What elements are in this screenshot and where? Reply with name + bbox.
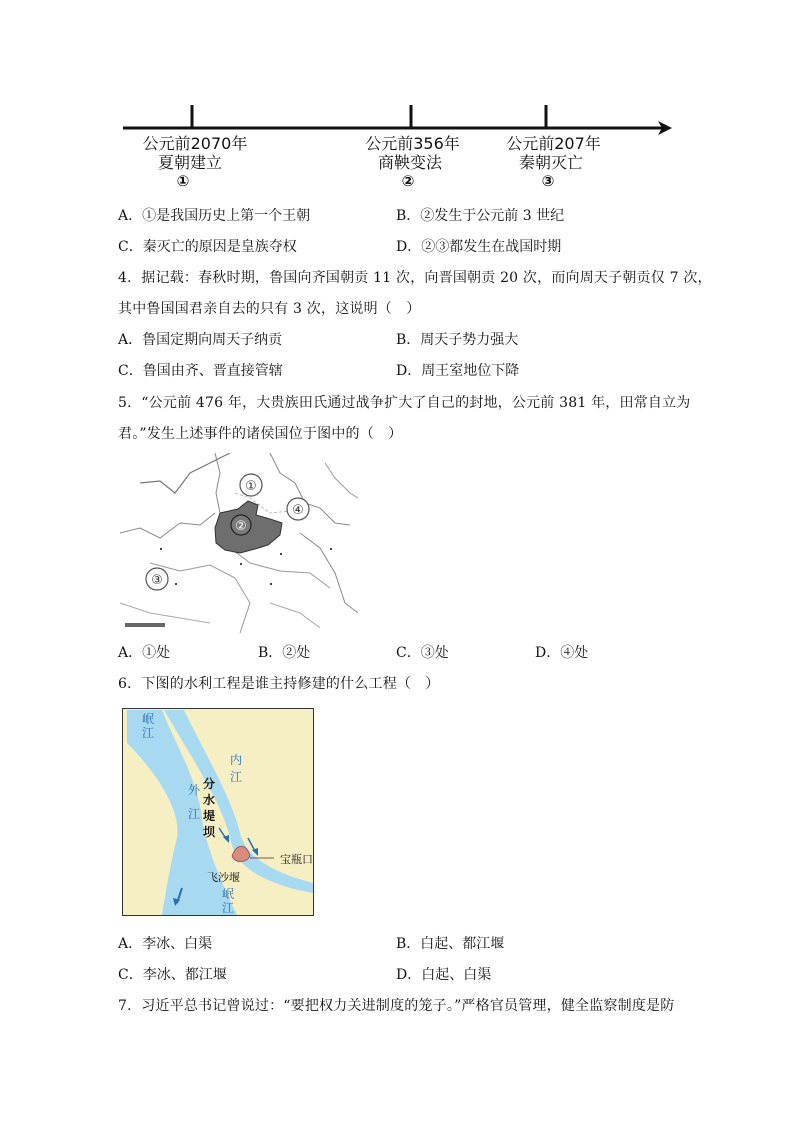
q5-stem-line1: 5．“公元前 476 年，大贵族田氏通过战争扩大了自己的封地，公元前 381 年，田常自立为: [118, 395, 691, 411]
q3-option-d[interactable]: D．②③都发生在战国时期: [396, 239, 562, 255]
q3-option-c[interactable]: C．秦灭亡的原因是皇族夺权: [118, 239, 297, 255]
map-label-2: ②: [235, 519, 247, 534]
q4-stem-line2: 其中鲁国国君亲自去的只有 3 次，这说明（ ）: [118, 301, 421, 317]
timeline-event-2: 商鞅变法: [377, 153, 442, 172]
q6-option-d[interactable]: D．白起、白渠: [396, 967, 492, 983]
label-min-jiang-bottom: 岷江: [222, 887, 235, 915]
label-min-jiang-top: 岷江: [142, 712, 155, 740]
q4-stem-line1: 4．据记载：春秋时期，鲁国向齐国朝贡 11 次，向晋国朝贡 20 次，而向周天子朝贡仅 7 次，: [118, 270, 712, 286]
q5-option-a[interactable]: A．①处: [118, 645, 171, 661]
q5-option-c[interactable]: C．③处: [396, 645, 449, 661]
timeline-date-3: 公元前207年: [506, 134, 601, 153]
q6-option-c[interactable]: C．李冰、都江堰: [118, 967, 227, 983]
label-bao-ping-kou: 宝瓶口: [280, 853, 313, 866]
q3-option-a[interactable]: A．①是我国历史上第一个王朝: [118, 208, 311, 224]
q7-stem-line1: 7．习近平总书记曾说过：“要把权力关进制度的笼子。”严格官员管理，健全监察制度是防: [118, 998, 675, 1014]
q6-option-b[interactable]: B．白起、都江堰: [396, 936, 505, 952]
q5-stem-line2: 君。”发生上述事件的诸侯国位于图中的（ ）: [118, 426, 403, 442]
q5-option-d[interactable]: D．④处: [535, 645, 589, 661]
label-nei-jiang: 内江: [230, 753, 243, 784]
q6-stem: 6．下图的水利工程是谁主持修建的什么工程（ ）: [118, 676, 440, 692]
timeline-event-3: 秦朝灭亡: [518, 153, 583, 172]
warring-states-map: [120, 453, 358, 633]
timeline-num-2: ②: [401, 172, 415, 190]
label-fei-sha-yan: 飞沙堰: [207, 871, 240, 884]
timeline-date-2: 公元前356年: [365, 134, 460, 153]
q4-option-b[interactable]: B．周天子势力强大: [396, 332, 519, 348]
label-wai-jiang: 外江: [188, 783, 201, 821]
map-label-4: ④: [292, 503, 304, 518]
timeline-num-1: ①: [176, 172, 190, 190]
q4-option-c[interactable]: C．鲁国由齐、晋直接管辖: [118, 363, 283, 379]
q4-option-a[interactable]: A．鲁国定期向周天子纳贡: [118, 332, 283, 348]
q4-option-d[interactable]: D．周王室地位下降: [396, 363, 520, 379]
timeline-event-1: 夏朝建立: [157, 153, 222, 172]
map-label-1: ①: [245, 479, 257, 494]
q5-option-b[interactable]: B．②处: [258, 645, 311, 661]
timeline-date-1: 公元前2070年: [142, 134, 248, 153]
q3-option-b[interactable]: B．②发生于公元前 3 世纪: [396, 208, 565, 224]
q6-option-a[interactable]: A．李冰、白渠: [118, 936, 213, 952]
label-fen-shui-di: 分水堤坝: [203, 777, 216, 839]
map-label-3: ③: [151, 573, 163, 588]
timeline-num-3: ③: [541, 172, 555, 190]
